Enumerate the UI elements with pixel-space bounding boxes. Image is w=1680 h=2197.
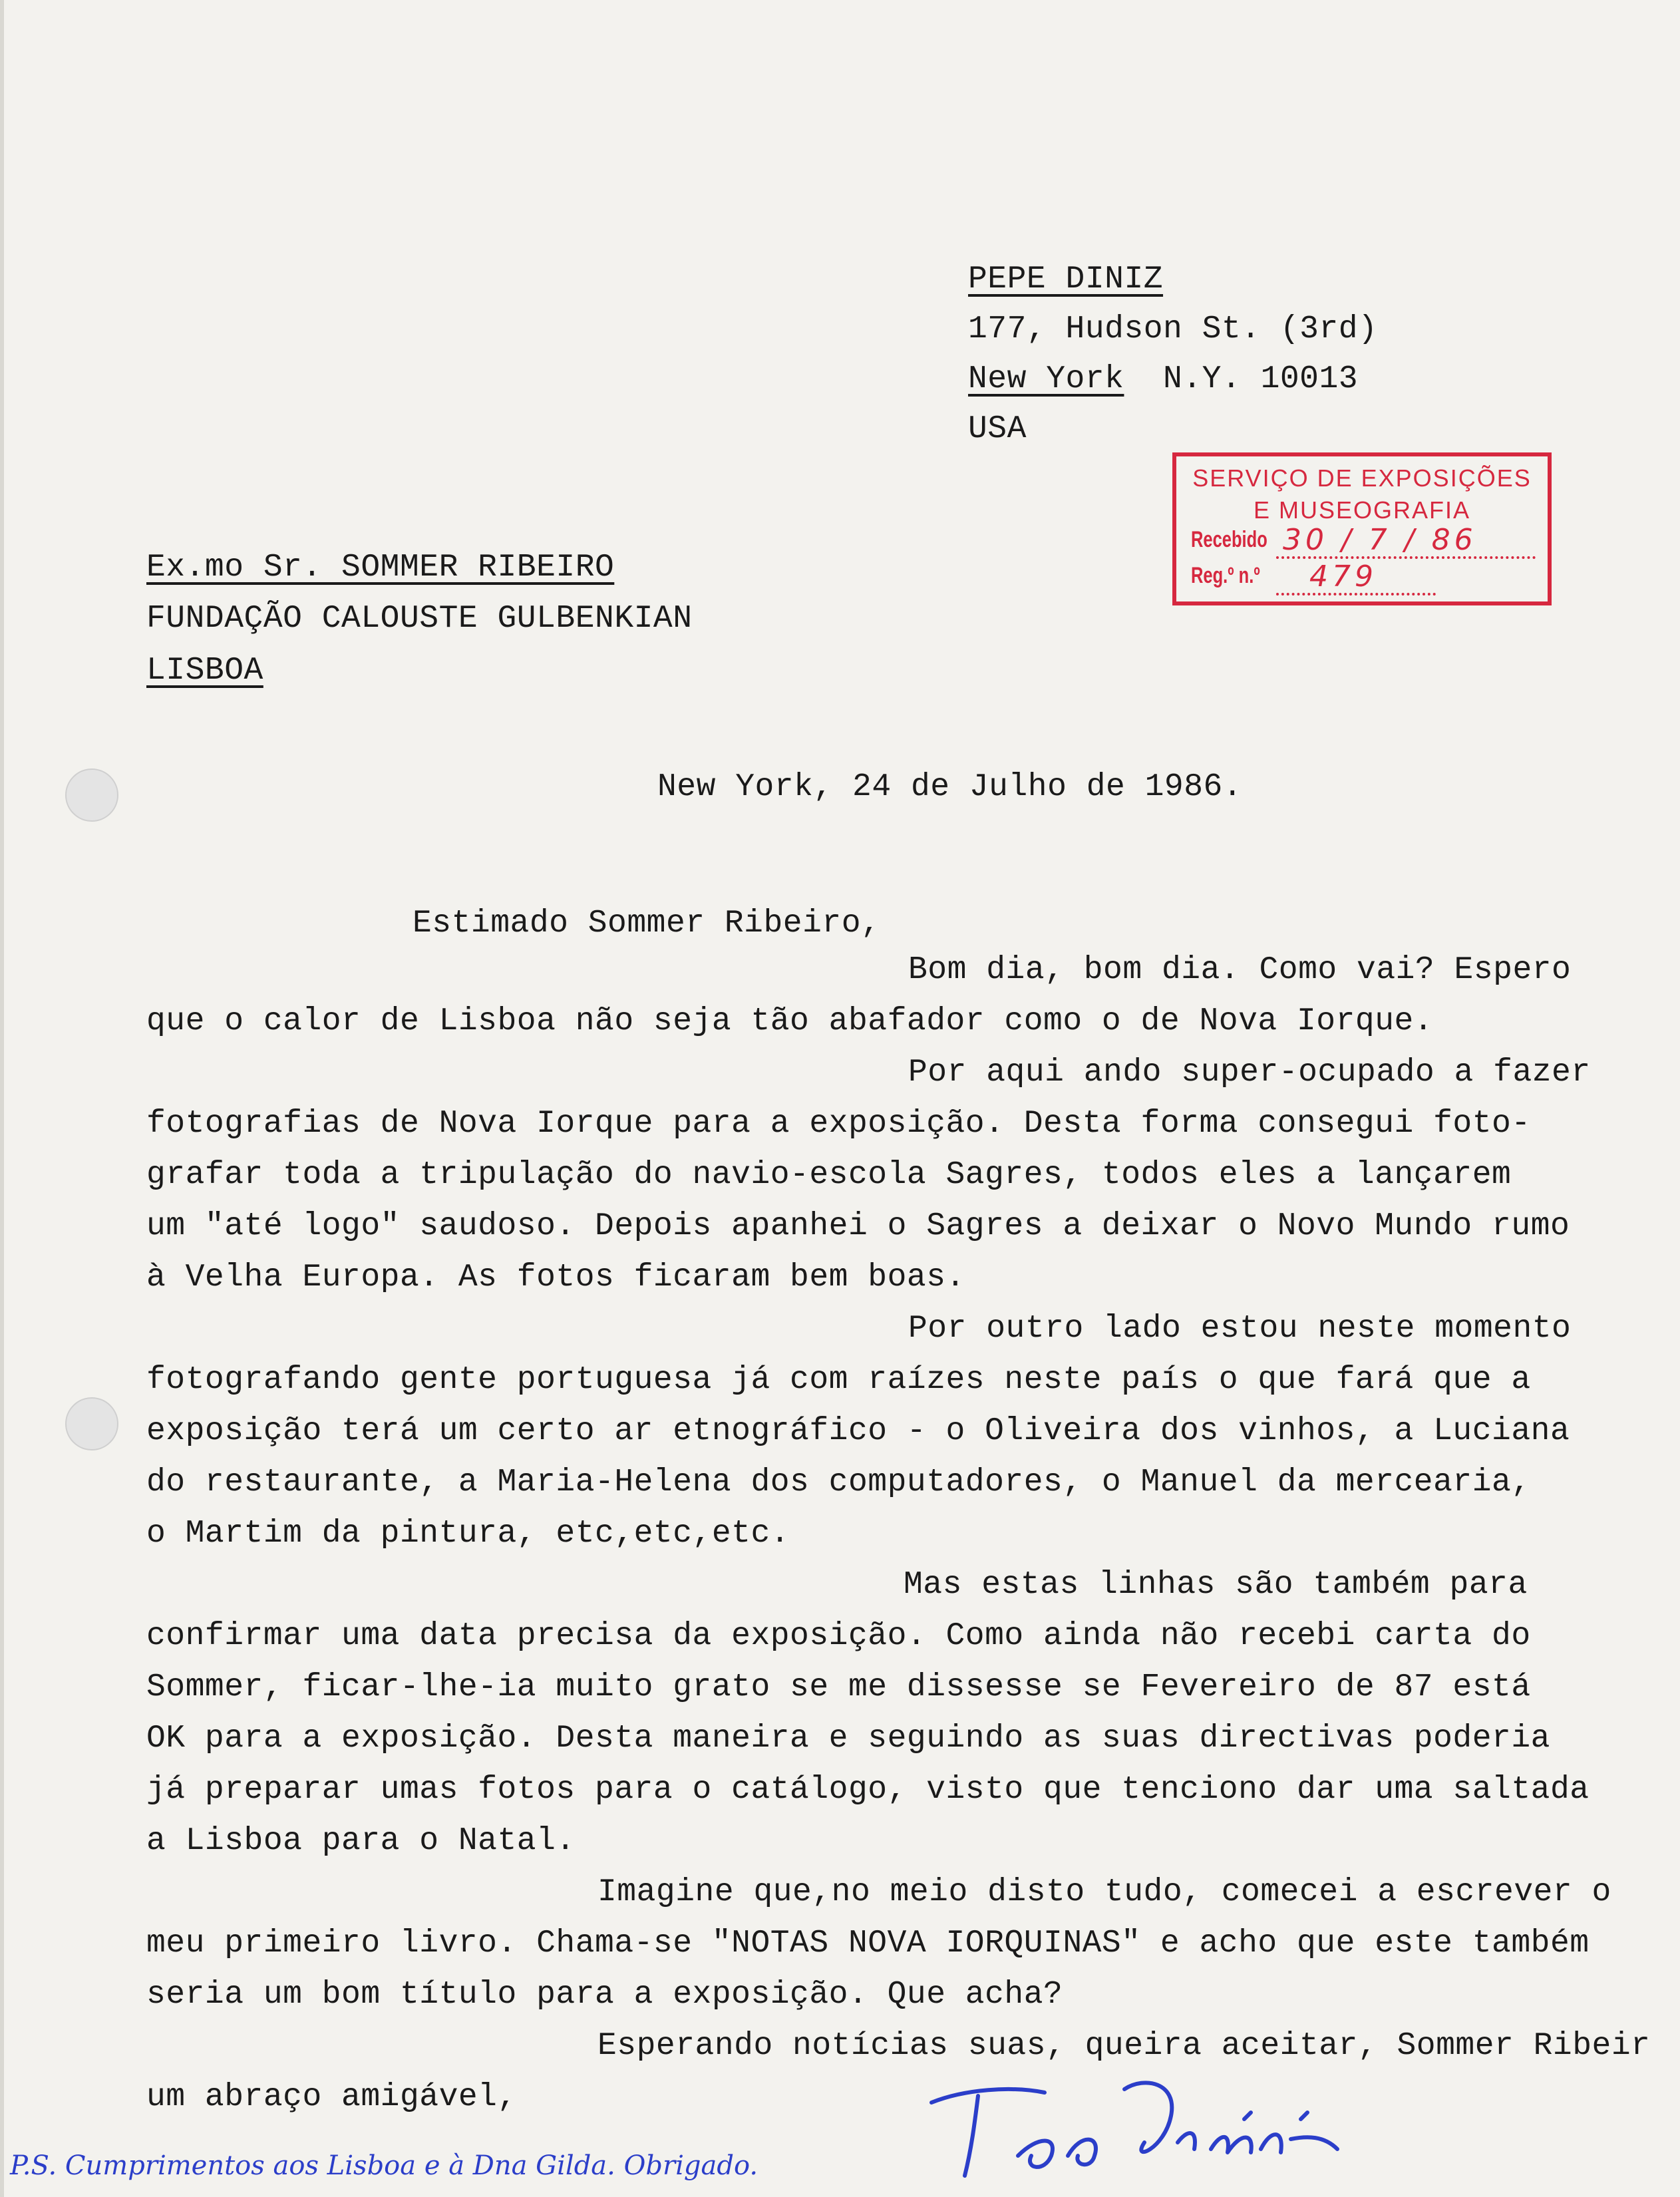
handwritten-signature: [925, 2063, 1351, 2182]
punch-hole-bottom: [65, 1397, 118, 1450]
body-line: o Martim da pintura, etc,etc,etc.: [146, 1516, 790, 1552]
body-line: à Velha Europa. As fotos ficaram bem boas.: [146, 1260, 965, 1295]
stamp-received-label: Recebido: [1191, 527, 1267, 552]
sender-street: 177, Hudson St. (3rd): [968, 311, 1378, 347]
sender-country: USA: [968, 411, 1027, 447]
closing-line: um abraço amigável,: [146, 2079, 517, 2115]
stamp-reg-value: 479: [1309, 560, 1377, 593]
stamp-received-value: 30 / 7 / 86: [1283, 523, 1477, 557]
postscript: P.S. Cumprimentos aos Lisboa e à Dna Gilda. Obrigado.: [10, 2150, 758, 2181]
body-line: um "até logo" saudoso. Depois apanhei o Sagres a deixar o Novo Mundo rumo: [146, 1208, 1570, 1244]
body-line: Esperando notícias suas, queira aceitar, Sommer Ribeir: [597, 2028, 1651, 2064]
recipient-line1: Ex.mo Sr. SOMMER RIBEIRO: [146, 550, 615, 586]
sender-name: PEPE DINIZ: [968, 261, 1164, 297]
body-line: que o calor de Lisboa não seja tão abafador como o de Nova Iorque.: [146, 1003, 1434, 1039]
salutation: Estimado Sommer Ribeiro,: [413, 906, 881, 941]
page-fold-edge: [0, 0, 4, 2197]
body-line: exposição terá um certo ar etnográfico - o Oliveira dos vinhos, a Luciana: [146, 1413, 1570, 1449]
body-line: OK para a exposição. Desta maneira e seguindo as suas directivas poderia: [146, 1721, 1550, 1757]
body-line: grafar toda a tripulação do navio-escola Sagres, todos eles a lançarem: [146, 1157, 1512, 1193]
body-line: do restaurante, a Maria-Helena dos computadores, o Manuel da mercearia,: [146, 1464, 1531, 1500]
body-line: Mas estas linhas são também para: [904, 1567, 1528, 1603]
receipt-stamp: [1172, 452, 1552, 605]
body-line: Sommer, ficar-lhe-ia muito grato se me dissesse se Fevereiro de 87 está: [146, 1669, 1531, 1705]
body-line: fotografando gente portuguesa já com raízes neste país o que fará que a: [146, 1362, 1531, 1398]
body-line: confirmar uma data precisa da exposição. Como ainda não recebi carta do: [146, 1618, 1531, 1654]
date-line: New York, 24 de Julho de 1986.: [657, 769, 1243, 805]
body-line: meu primeiro livro. Chama-se "NOTAS NOVA IORQUINAS" e acho que este também: [146, 1926, 1590, 1961]
stamp-line1: SERVIÇO DE EXPOSIÇÕES: [1192, 464, 1532, 492]
sender-city: New York: [968, 361, 1124, 397]
body-line: seria um bom título para a exposição. Que acha?: [146, 1977, 1063, 2013]
stamp-reg-label: Reg.º n.º: [1191, 563, 1260, 588]
body-line: Por aqui ando super-ocupado a fazer: [908, 1055, 1591, 1091]
body-line: Por outro lado estou neste momento: [908, 1311, 1572, 1347]
body-line: fotografias de Nova Iorque para a exposição. Desta forma consegui foto-: [146, 1106, 1531, 1142]
body-line: já preparar umas fotos para o catálogo, visto que tenciono dar uma saltada: [146, 1772, 1590, 1808]
body-line: a Lisboa para o Natal.: [146, 1823, 576, 1859]
stamp-line2: E MUSEOGRAFIA: [1253, 496, 1471, 524]
recipient-line2: FUNDAÇÃO CALOUSTE GULBENKIAN: [146, 601, 693, 637]
sender-city-line: [968, 361, 1358, 398]
punch-hole-top: [65, 768, 118, 822]
sender-state-zip: N.Y. 10013: [1163, 361, 1359, 397]
body-line: Imagine que,no meio disto tudo, comecei a escrever o: [597, 1874, 1611, 1910]
body-line: Bom dia, bom dia. Como vai? Espero: [908, 952, 1572, 988]
recipient-line3: LISBOA: [146, 653, 263, 689]
